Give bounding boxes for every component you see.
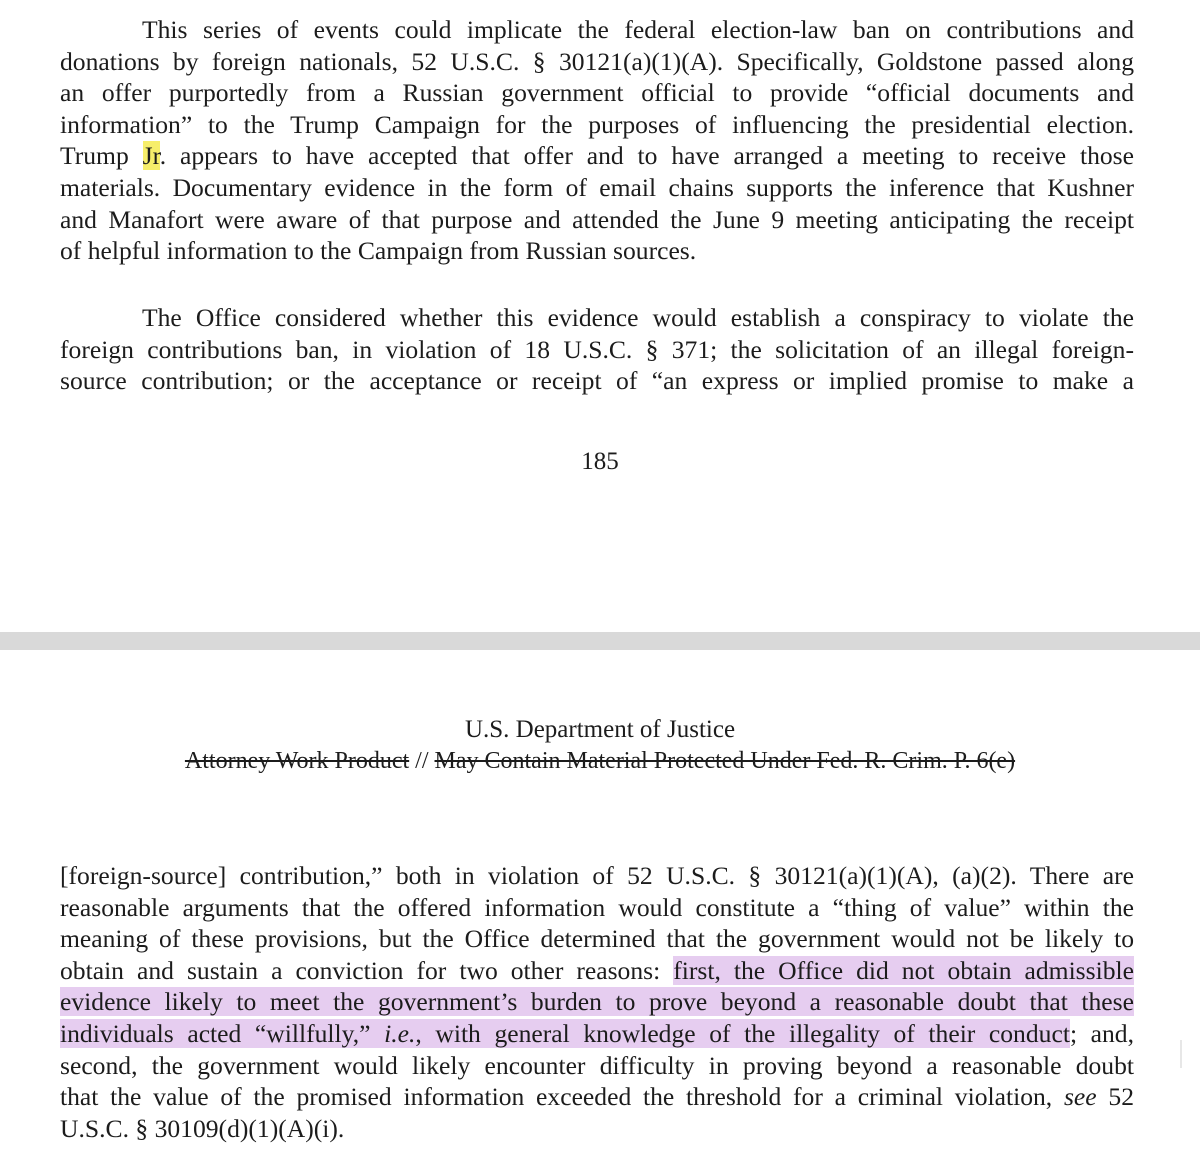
text-segment: ; and, [1069,1018,1134,1048]
text-segment: individuals acted “willfully,” [60,1018,385,1048]
paragraph-office-considered [60,302,1134,397]
text-segment: . appears to have accepted that offer and to have arranged a meeting to receive those [159,141,1134,171]
purple-highlight: first, the Office did not obtain admissible [673,955,1134,985]
classification-marking [0,746,1200,776]
text-line: U.S.C. § 30109(d)(1)(A)(i). [60,1113,345,1143]
text-line: source contribution; or the acceptance or receipt of “an express or implied promise to make a [60,366,1134,396]
paragraph-contribution [60,860,1134,1144]
text-line: foreign contributions ban, in violation of 18 U.S.C. § 371; the solicitation of an illegal foreign- [60,334,1134,364]
text-line: The Office considered whether this evidence would establish a conspiracy to violate the [142,303,1134,332]
text-segment: Trump [60,141,143,171]
purple-highlight: evidence likely to meet the government’s burden to prove beyond a reasonable doubt that these [60,987,1134,1017]
purple-highlight [60,1019,1070,1048]
text-line: This series of events could implicate the federal election-law ban on contributions and [142,15,1134,44]
page-header [0,714,1200,776]
italic-ie: i.e. [384,1018,416,1048]
text-line: [foreign-source] contribution,” both in violation of 52 U.S.C. § 30121(a)(1)(A), (a)(2). There are [60,861,1134,890]
text-line: meaning of these provisions, but the Office determined that the government would not be likely to [60,924,1134,954]
text-line [60,955,1134,987]
text-segment: 52 [1096,1082,1134,1112]
struck-marking-right: May Contain Material Protected Under Fed. R. Crim. P. 6(e) [434,748,1016,774]
text-line: second, the government would likely encounter difficulty in proving beyond a reasonable doubt [60,1050,1134,1080]
struck-marking-left: Attorney Work Product [184,748,410,774]
text-line [60,140,1134,172]
page-separator [0,632,1200,650]
paragraph-events [60,14,1134,267]
text-line [60,986,1134,1018]
page-number: 185 [581,448,619,475]
text-segment: that the value of the promised information exceeded the threshold for a criminal violation, [60,1082,1064,1112]
text-line: information” to the Trump Campaign for the purposes of influencing the presidential election. [60,109,1134,139]
text-line: of helpful information to the Campaign from Russian sources. [60,236,697,266]
text-line [60,1081,1134,1113]
scan-mark [1180,1040,1182,1068]
marking-separator: // [409,748,435,774]
text-segment: obtain and sustain a conviction for two other reasons: [60,955,674,985]
text-segment: , with general knowledge of the illegality of their conduct [415,1018,1070,1048]
text-line [60,1018,1134,1050]
yellow-highlight: Jr [142,141,160,171]
text-line: an offer purportedly from a Russian government official to provide “official documents and [60,78,1134,108]
text-line: materials. Documentary evidence in the form of email chains supports the inference that Kushner [60,172,1134,202]
text-line: donations by foreign nationals, 52 U.S.C. § 30121(a)(1)(A). Specifically, Goldstone passed along [60,46,1134,76]
text-line: reasonable arguments that the offered information would constitute a “thing of value” within the [60,892,1134,922]
italic-see: see [1063,1082,1097,1112]
text-line: and Manafort were aware of that purpose and attended the June 9 meeting anticipating the receipt [60,204,1134,234]
department-title: U.S. Department of Justice [464,716,736,743]
